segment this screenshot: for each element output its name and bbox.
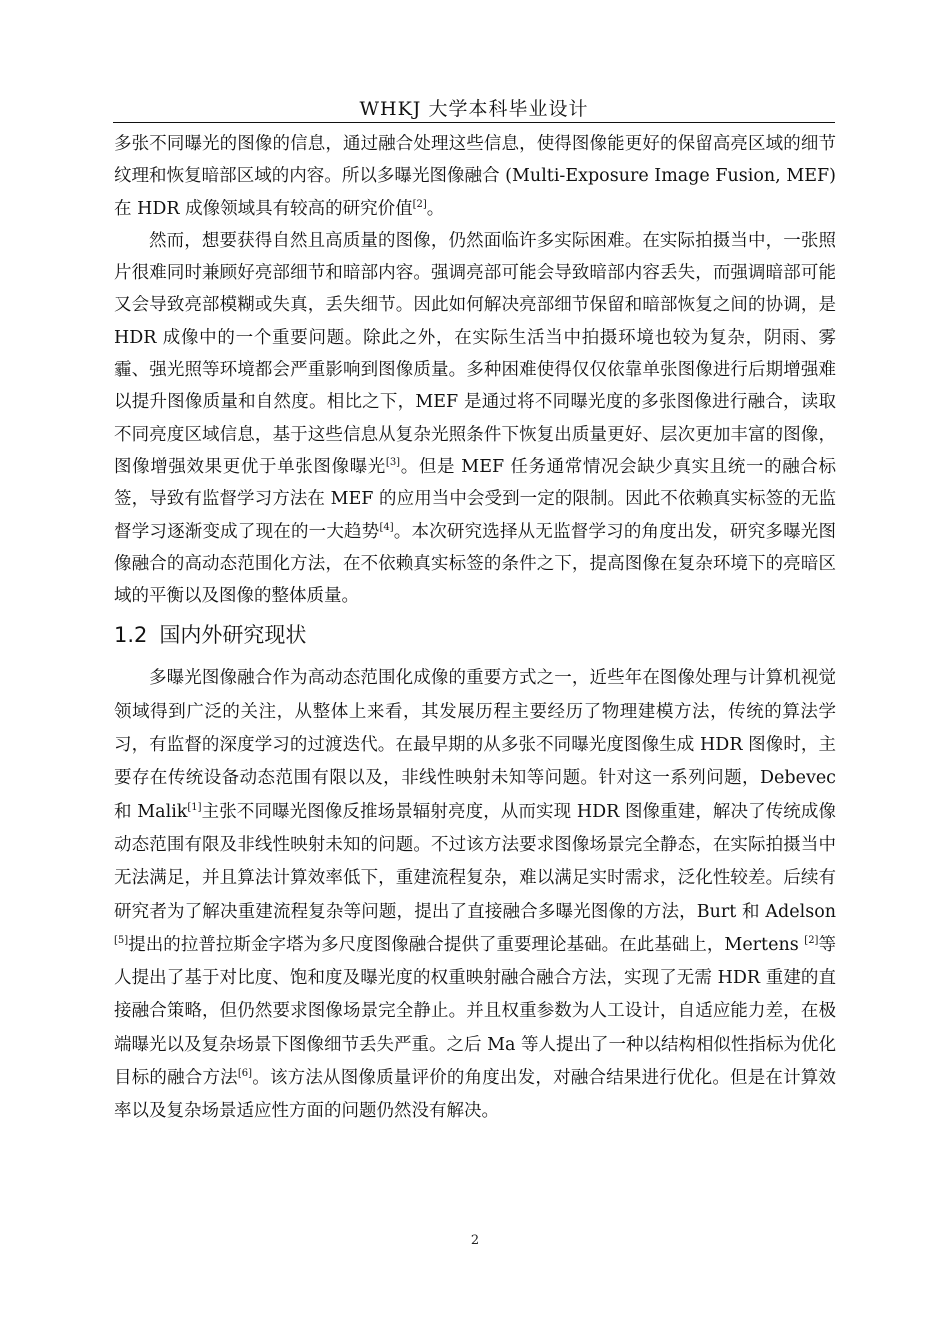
paragraph-text: 等人提出了基于对比度、饱和度及曝光度的权重映射融合融合方法，实现了无需 HDR 重建的直接融合策略，但仍然要求图像场景完全静止。并且权重参数为人工设计，自适应能力差，在极端曝光以及复杂场景下图像细节丢失严重。之后 Ma 等人提出了一种以结构相似性指标为优化目标的融合方法 <box>114 934 837 1089</box>
paragraph-text: 多曝光图像融合作为高动态范围化成像的重要方式之一，近些年在图像处理与计算机视觉领域得到广泛的关注，从整体上来看，其发展历程主要经历了物理建模方法，传统的算法学习，有监督的深度学习的过渡迭代。在最早期的从多张不同曝光度图像生成 HDR 图像时，主要存在传统设备动态范围有限以及，非线性映射未知等问题。针对这一系列问题，Debevec 和 Malik <box>114 668 836 822</box>
paragraph-text: 多张不同曝光的图像的信息，通过融合处理这些信息，使得图像能更好的保留高亮区域的细节纹理和恢复暗部区域的内容。所以多曝光图像融合 (Multi-Exposure Image Fusion, MEF) 在 HDR 成像领域具有较高的研究价值 <box>114 134 836 219</box>
paragraph-continued <box>114 128 836 225</box>
page-header: WHKJ 大学本科毕业设计 <box>359 98 589 120</box>
paragraph-text: 。该方法从图像质量评价的角度出发，对融合结果进行优化。但是在计算效率以及复杂场景适应性方面的问题仍然没有解决。 <box>114 1068 837 1122</box>
citation-ref: [6] <box>237 1068 253 1080</box>
citation-ref: [2] <box>804 934 819 946</box>
paragraph-challenges <box>114 225 836 613</box>
paragraph-text: 。本次研究选择从无监督学习的角度出发，研究多曝光图像融合的高动态范围化方法，在不依赖真实标签的条件之下，提高图像在复杂环境下的亮暗区域的平衡以及图像的整体质量。 <box>114 521 837 607</box>
paragraph-research-status <box>114 662 836 1128</box>
citation-ref: [5] <box>114 934 129 946</box>
paragraph-text: 主张不同曝光图像反推场景辐射亮度，从而实现 HDR 图像重建，解决了传统成像动态范围有限及非线性映射未知的问题。不过该方法要求图像场景完全静态，在实际拍摄当中无法满足，并且算法计算效率低下，重建流程复杂，难以满足实时需求，泛化性较差。后续有研究者为了解决重建流程复杂等问题，提出了直接融合多曝光图像的方法，Burt 和 Adelson <box>114 801 836 922</box>
section-number: 1.2 <box>114 623 148 648</box>
paragraph-text: 。但是 MEF 任务通常情况会缺少真实且统一的融合标签，导致有监督学习方法在 MEF 的应用当中会受到一定的限制。因此不依赖真实标签的无监督学习逐渐变成了现在的一大趋势 <box>114 456 836 542</box>
page-number: 2 <box>470 1233 480 1248</box>
section-title: 国内外研究现状 <box>159 623 307 648</box>
paragraph-text: 。 <box>426 198 445 219</box>
citation-ref: [1] <box>187 801 202 813</box>
document-body <box>114 128 836 1129</box>
paragraph-text: 提出的拉普拉斯金字塔为多尺度图像融合提供了重要理论基础。在此基础上，Mertens <box>128 934 805 955</box>
paragraph-text: 然而，想要获得自然且高质量的图像，仍然面临许多实际困难。在实际拍摄当中，一张照片很难同时兼顾好亮部细节和暗部内容。强调亮部可能会导致暗部内容丢失，而强调暗部可能又会导致亮部模糊或失真，丢失细节。因此如何解决亮部细节保留和暗部恢复之间的协调，是 HDR 成像中的一个重要问题。除此之外，在实际生活当中拍摄环境也较为复杂，阴雨、雾霾、强光照等环境都会严重影响到图像质量。多种困难使得仅仅依靠单张图像进行后期增强难以提升图像质量和自然度。相比之下，MEF 是通过将不同曝光度的多张图像进行融合，读取不同亮度区域信息，基于这些信息从复杂光照条件下恢复出质量更好、层次更加丰富的图像，图像增强效果更优于单张图像曝光 <box>114 230 836 477</box>
citation-ref: [2] <box>412 198 427 210</box>
citation-ref: [3] <box>385 456 401 468</box>
section-heading <box>114 618 836 652</box>
citation-ref: [4] <box>379 521 394 533</box>
header-divider <box>113 122 835 123</box>
